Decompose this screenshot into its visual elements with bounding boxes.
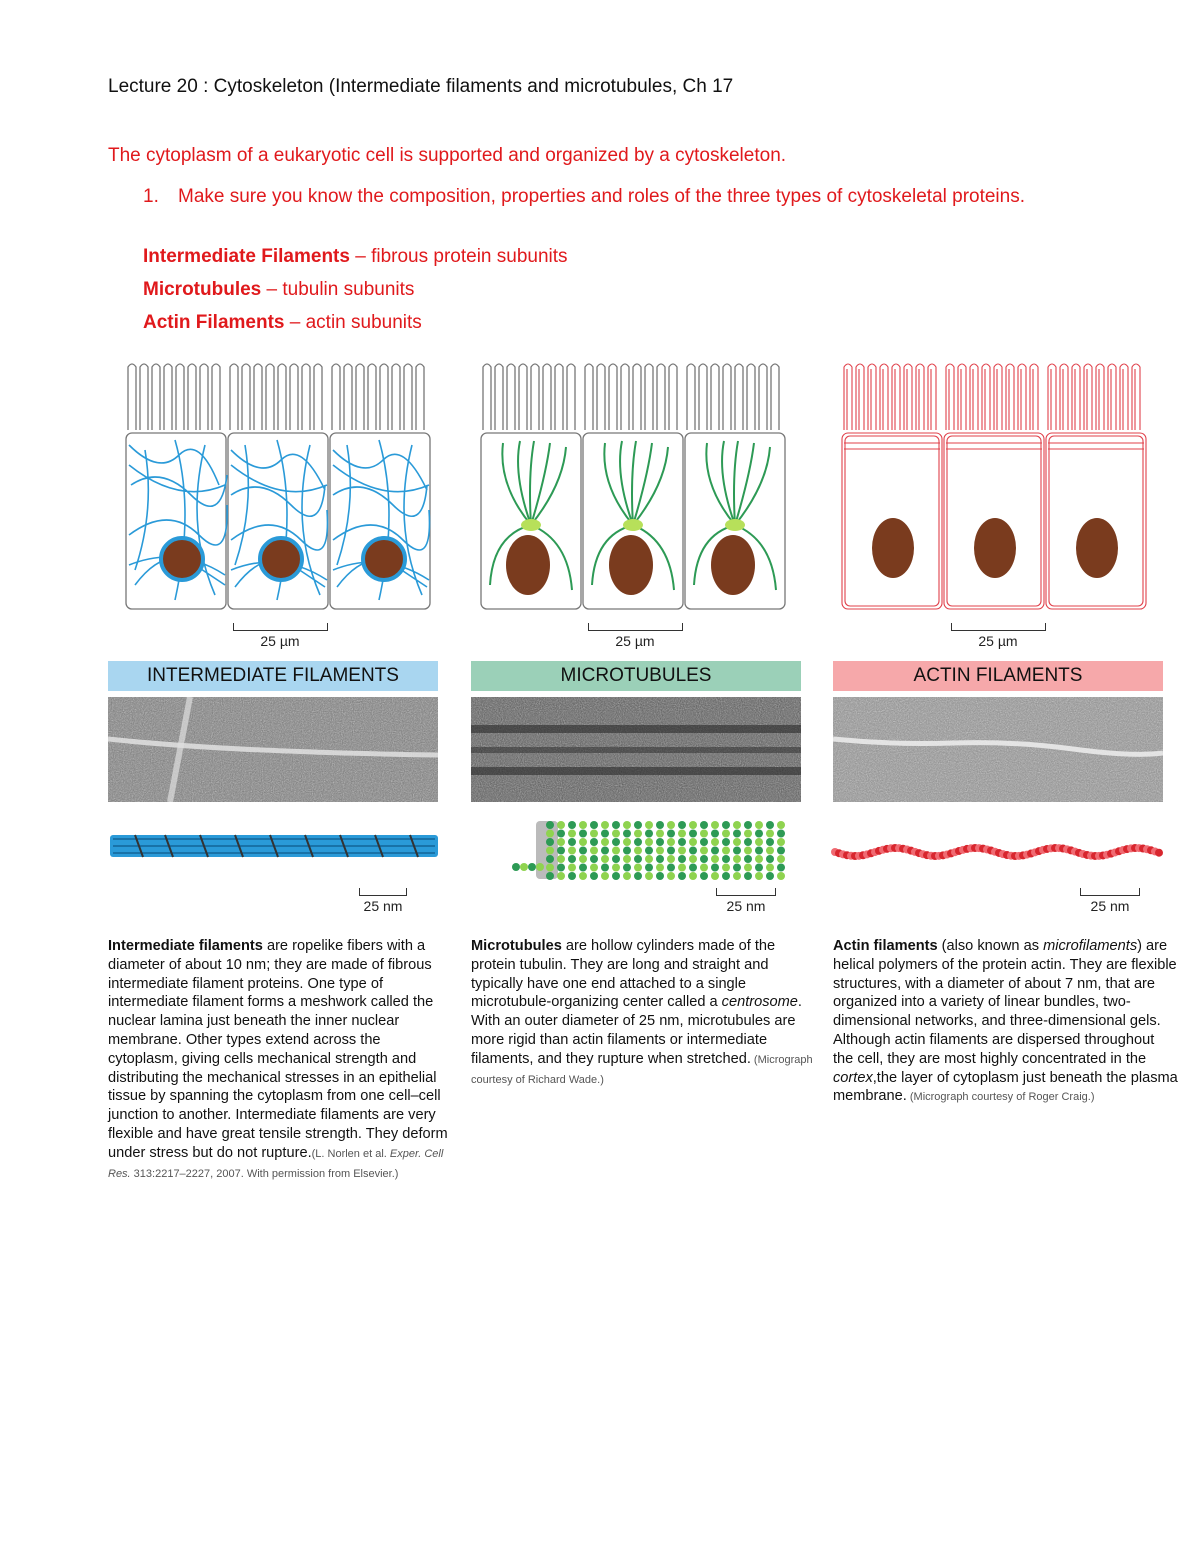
tubulin-subunit [722,830,730,838]
tubulin-subunit [722,838,730,846]
tubulin-subunit [755,821,763,829]
actin-model-scale-bar [1075,888,1145,914]
tubulin-subunit [722,872,730,880]
tubulin-subunit [656,830,664,838]
tubulin-subunit [678,872,686,880]
if-description [108,937,453,1183]
tubulin-subunit [722,821,730,829]
tubulin-subunit [722,847,730,855]
tubulin-subunit [722,855,730,863]
actin-cell-scale-bar [948,623,1048,649]
type-desc: tubulin subunits [282,279,415,300]
tubulin-subunit [601,821,609,829]
tubulin-subunit [645,864,653,872]
tubulin-subunit [689,847,697,855]
actin-molecular-model [830,815,1165,890]
if-molecular-model [105,815,440,890]
tubulin-subunit [755,855,763,863]
if-model-scale-bar [348,888,418,914]
tubulin-subunit [601,855,609,863]
tubulin-subunit [656,855,664,863]
mt-cell-scale-bar [585,623,685,649]
tubulin-subunit [689,872,697,880]
tubulin-subunit [678,821,686,829]
tubulin-subunit [645,830,653,838]
tubulin-subunit [777,847,785,855]
mt-centrosomes [521,519,745,531]
tubulin-subunit [777,821,785,829]
tubulin-subunit [656,838,664,846]
tubulin-subunit [667,821,675,829]
tubulin-subunit [520,863,528,871]
mt-nucleus-1 [506,535,550,595]
tubulin-subunit [623,864,631,872]
tubulin-subunit [579,864,587,872]
intro-text: The cytoplasm of a eukaryotic cell is supported and organized by a cytoskeleton. [108,145,787,166]
tubulin-subunit [733,821,741,829]
type-desc: fibrous protein subunits [371,246,568,267]
tubulin-subunit [700,838,708,846]
mt-centrosome-3 [725,519,745,531]
mt-centrosome-2 [623,519,643,531]
tubulin-subunit [689,821,697,829]
tubulin-subunit [546,855,554,863]
tubulin-subunit [590,872,598,880]
tubulin-subunit [678,847,686,855]
panel-actin-filaments [830,355,1178,1255]
tubulin-subunit [678,830,686,838]
tubulin-subunit [568,838,576,846]
tubulin-subunit [700,864,708,872]
if-nucleus-2 [260,538,302,580]
tubulin-subunit [645,855,653,863]
tubulin-subunit [623,855,631,863]
tubulin-subunit [711,847,719,855]
tubulin-subunit [744,847,752,855]
if-microvilli [128,364,424,430]
if-banner: INTERMEDIATE FILAMENTS [108,661,438,691]
tubulin-subunit [601,872,609,880]
desc-citation: (Micrograph courtesy of Roger Craig.) [906,1091,1095,1104]
mt-centrosome-1 [521,519,541,531]
tubulin-subunit [777,838,785,846]
tubulin-subunit [667,847,675,855]
tubulin-subunit [612,855,620,863]
actin-description [833,937,1178,1107]
if-nucleus-1 [161,538,203,580]
desc-italic: microfilaments [1043,938,1138,954]
tubulin-subunit [601,864,609,872]
tubulin-subunit [733,855,741,863]
actin-nucleus-3 [1076,518,1118,578]
tubulin-subunit [590,838,598,846]
mt-banner: MICROTUBULES [471,661,801,691]
tubulin-subunit [546,821,554,829]
type-actin-filaments [143,312,422,334]
desc-text: are ropelike fibers with a diameter of about 10 nm; they are made of fibrous intermediate filament proteins. One type of intermediate filament forms a meshwork called the nuclear lamina just beneath the inner nuclear membrane. Other types extend across the cytoplasm, giving cells mechanical strength and distributing the mechanical stresses in an epithelial tissue by spanning the cytoplasm from one cell–cell junction to another. Intermediate filaments are very flexible and have great tensile strength. They deform under stress but do not rupture. [108,938,448,1161]
type-sep: – [349,246,372,267]
point-number: 1. [143,186,159,207]
tubulin-subunit [634,838,642,846]
mt-nucleus-2 [609,535,653,595]
tubulin-subunit [700,872,708,880]
tubulin-subunit [777,830,785,838]
if-nucleus-3 [363,538,405,580]
if-cell-illustration [105,355,440,630]
actin-helix [831,844,1163,860]
mt-nucleus-3 [711,535,755,595]
actin-monomer [1155,849,1163,857]
tubulin-subunit [645,838,653,846]
tubulin-subunit [612,838,620,846]
tubulin-subunit [766,838,774,846]
scale-label: 25 µm [260,633,300,649]
tubulin-subunit [678,855,686,863]
desc-bold: Intermediate filaments [108,938,263,954]
tubulin-subunit [536,863,544,871]
tubulin-subunit [645,872,653,880]
tubulin-subunit [568,830,576,838]
tubulin-subunit [579,821,587,829]
tubulin-subunit [744,830,752,838]
mt-nuclei [506,535,755,595]
tubulin-subunit [667,830,675,838]
tubulin-subunit [689,838,697,846]
tubulin-subunit [634,830,642,838]
tubulin-subunit [645,821,653,829]
tubulin-subunit [656,864,664,872]
actin-nucleus-2 [974,518,1016,578]
type-microtubules [143,279,414,301]
tubulin-subunit [689,855,697,863]
actin-nucleus-1 [872,518,914,578]
tubulin-subunit [546,872,554,880]
tubulin-subunit [689,830,697,838]
tubulin-subunit [755,872,763,880]
type-sep: – [284,312,306,333]
tubulin-subunit [557,830,565,838]
tubulin-subunit [612,847,620,855]
tubulin-subunit [678,838,686,846]
tubulin-subunit [711,838,719,846]
tubulin-subunit [528,863,536,871]
mt-microvilli [483,364,779,430]
tubulin-subunit [590,821,598,829]
tubulin-subunit [667,838,675,846]
tubulin-subunit [656,872,664,880]
mt-molecular-model [468,815,803,890]
tubulin-subunit [579,847,587,855]
tubulin-subunit [601,830,609,838]
tubulin-subunit [766,830,774,838]
tubulin-subunit [733,872,741,880]
actin-nuclei [872,518,1118,578]
panel-microtubules [468,355,813,1255]
tubulin-subunit [766,821,774,829]
tubulin-subunit [568,855,576,863]
tubulin-subunit [733,838,741,846]
desc-text: ,the layer of cytoplasm just beneath the plasma membrane. [833,1069,1178,1105]
tubulin-subunit [557,872,565,880]
actin-cell-illustration [830,355,1165,630]
mt-cell-illustration [468,355,803,630]
point-text: Make sure you know the composition, properties and roles of the three types of cytoskeletal proteins. [178,186,1026,207]
desc-italic: cortex [833,1069,873,1086]
panel-intermediate-filaments [105,355,448,1255]
desc-citation: (Micrograph courtesy of Richard Wade.) [471,1053,813,1086]
tubulin-subunit [777,855,785,863]
tubulin-subunit [623,821,631,829]
tubulin-subunit [766,847,774,855]
tubulin-subunit [711,821,719,829]
tubulin-subunit [546,830,554,838]
tubulin-subunit [568,864,576,872]
tubulin-subunit [546,838,554,846]
tubulin-subunit [579,830,587,838]
key-point [143,180,1103,213]
mt-model-scale-bar [711,888,781,914]
scale-label: 25 µm [615,633,655,649]
tubulin-subunit [777,864,785,872]
cite-journal: Exper. Cell Res. [108,1147,444,1180]
tubulin-subunit [766,855,774,863]
tubulin-subunit [612,821,620,829]
tubulin-subunit [612,864,620,872]
tubulin-subunit [557,838,565,846]
scale-label: 25 nm [1090,898,1130,914]
tubulin-subunit [700,821,708,829]
tubulin-subunit [711,872,719,880]
tubulin-subunit [634,847,642,855]
tubulin-subunit [612,872,620,880]
type-name: Microtubules [143,279,262,300]
tubulin-subunit [667,855,675,863]
type-name: Actin Filaments [143,312,285,333]
tubulin-subunit [777,872,785,880]
tubulin-subunit [557,821,565,829]
tubulin-subunit [568,872,576,880]
tubulin-subunit [766,864,774,872]
tubulin-subunit [623,847,631,855]
tubulin-subunit [744,821,752,829]
desc-text: . With an outer diameter of 25 nm, microtubules are more rigid than actin filaments or intermediate filaments, and they rupture when stretched. [471,994,802,1067]
tubulin-subunit [623,830,631,838]
tubulin-subunit [590,847,598,855]
tubulin-subunit [700,847,708,855]
tubulin-subunit [755,838,763,846]
tubulin-subunit [579,872,587,880]
desc-text: (also known as [937,938,1044,954]
desc-italic: centrosome [721,994,798,1011]
desc-bold: Microtubules [471,938,562,954]
tubulin-subunit [711,830,719,838]
tubulin-subunit [711,855,719,863]
tubulin-subunit [678,864,686,872]
tubulin-subunit [579,838,587,846]
tubulin-subunit [590,830,598,838]
type-desc: actin subunits [305,312,422,333]
tubulin-subunit [744,864,752,872]
if-nuclei [161,538,405,580]
tubulin-subunit [634,821,642,829]
lecture-title: Lecture 20 : Cytoskeleton (Intermediate filaments and microtubules, Ch 17 [108,76,734,97]
tubulin-subunit [568,821,576,829]
tubulin-subunit [667,864,675,872]
tubulin-subunit [744,872,752,880]
tubulin-subunit [601,847,609,855]
tubulin-subunit [590,855,598,863]
tubulin-subunit [700,855,708,863]
tubulin-subunit [700,830,708,838]
scale-label: 25 nm [363,898,403,914]
tubulin-subunit [733,830,741,838]
type-name: Intermediate Filaments [143,246,350,267]
mt-micrograph [471,697,801,802]
tubulin-subunit [755,847,763,855]
tubulin-subunit [656,847,664,855]
tubulin-subunit [512,863,520,871]
if-cell-scale-bar [230,623,330,649]
tubulin-subunit [634,855,642,863]
tubulin-subunit [744,838,752,846]
tubulin-subunit [546,847,554,855]
tubulin-subunit [755,830,763,838]
tubulin-subunit [557,847,565,855]
scale-label: 25 nm [726,898,766,914]
desc-bold: Actin filaments [833,938,938,954]
tubulin-subunit [568,847,576,855]
tubulin-subunit [766,872,774,880]
tubulin-subunit [634,864,642,872]
tubulin-subunit [601,838,609,846]
cite-text: (L. Norlen et al. [311,1147,390,1160]
tubulin-subunit [546,864,554,872]
tubulin-subunit [579,855,587,863]
if-micrograph [108,697,438,802]
tubulin-subunit [722,864,730,872]
type-intermediate-filaments [143,246,568,268]
tubulin-subunit [645,847,653,855]
tubulin-subunit [590,864,598,872]
actin-banner: ACTIN FILAMENTS [833,661,1163,691]
actin-microvilli [844,364,1140,430]
tubulin-subunit [733,847,741,855]
tubulin-subunit [557,855,565,863]
actin-micrograph [833,697,1163,802]
tubulin-subunit [557,864,565,872]
tubulin-subunit [612,830,620,838]
scale-label: 25 µm [978,633,1018,649]
tubulin-subunit [634,872,642,880]
tubulin-subunit [667,872,675,880]
tubulin-subunit [623,838,631,846]
tubulin-subunit [711,864,719,872]
tubulin-subunit [689,864,697,872]
tubulin-subunit [656,821,664,829]
tubulin-subunit [744,855,752,863]
tubulin-subunit [755,864,763,872]
tubulin-subunit [623,872,631,880]
tubulin-subunit [733,864,741,872]
cite-text: 313:2217–2227, 2007. With permission from Elsevier.) [130,1167,399,1180]
desc-text: ) are helical polymers of the protein actin. They are flexible structures, with a diameter of about 7 nm, that are organized into a variety of linear bundles, two-dimensional networks, and three-dimensional gels. Although actin filaments are dispersed throughout the cell, they are most highly concentrated in the [833,938,1177,1067]
type-sep: – [261,279,283,300]
mt-description [471,937,816,1089]
desc-text: are hollow cylinders made of the protein tubulin. They are long and straight and typically have one end attached to a single microtubule-organizing center called a [471,938,776,1011]
